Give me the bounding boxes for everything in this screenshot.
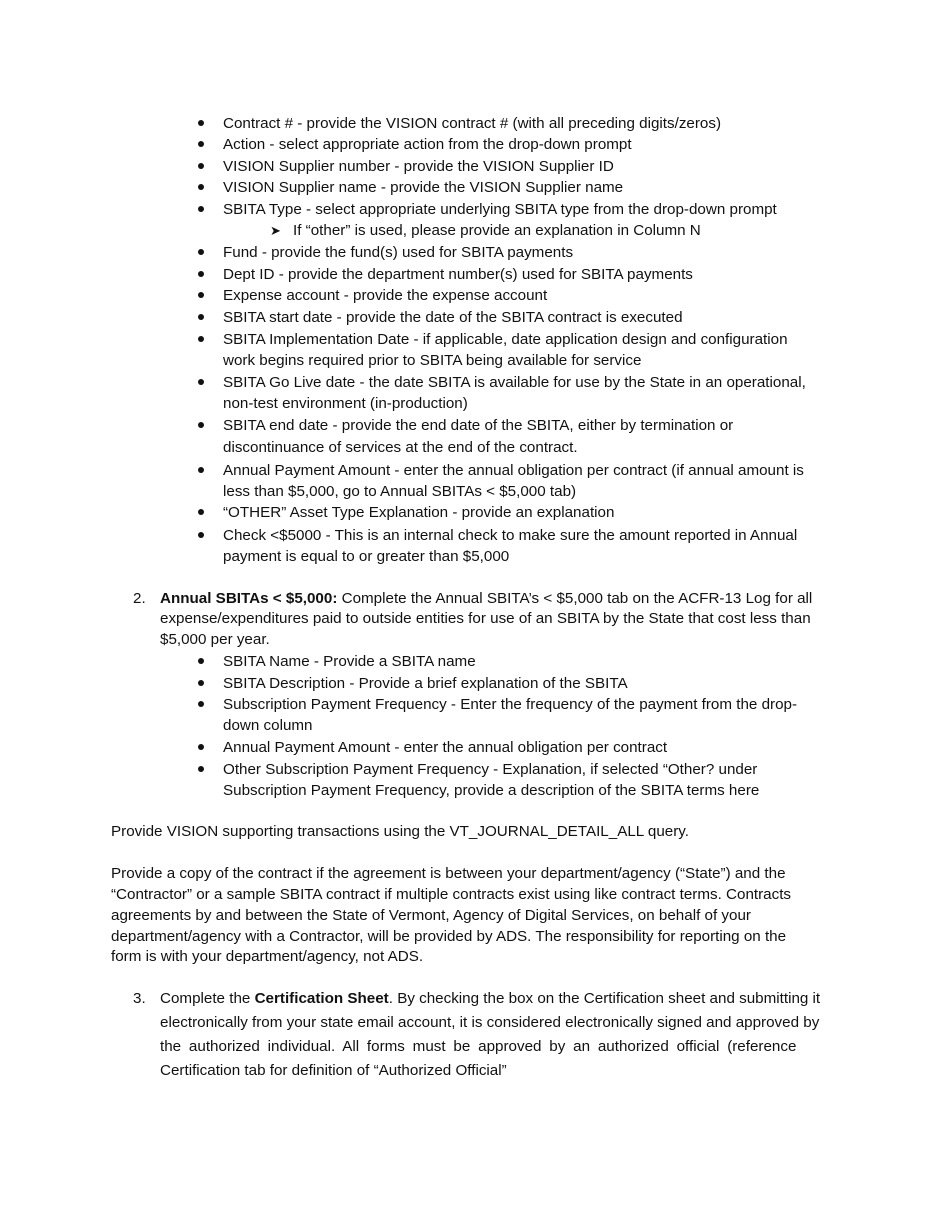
bullet-icon (198, 532, 204, 538)
list-item: Annual Payment Amount - enter the annual obligation per contract (if annual amount is (223, 462, 804, 479)
item-2-line-3: $5,000 per year. (160, 631, 270, 648)
item-3-line-3: the authorized individual. All forms must be approved by an authorized official (reference (160, 1038, 797, 1055)
item-number: 3. (133, 990, 146, 1007)
list-item: SBITA end date - provide the end date of the SBITA, either by termination or (223, 417, 734, 434)
bullet-icon (198, 314, 204, 320)
item-2-heading: Annual SBITAs < $5,000: (160, 590, 338, 607)
sub-list-item: If “other” is used, please provide an explanation in Column N (293, 222, 701, 239)
list-item: SBITA Type - select appropriate underlying SBITA type from the drop-down prompt (223, 201, 777, 218)
list-item: VISION Supplier name - provide the VISION Supplier name (223, 179, 624, 196)
bullet-icon (198, 249, 204, 255)
list-item-continuation: down column (223, 717, 313, 734)
list-item: Contract # - provide the VISION contract # (with all preceding digits/zeros) (223, 115, 722, 132)
bullet-icon (198, 680, 204, 686)
bullet-icon (198, 422, 204, 428)
bullet-icon (198, 701, 204, 707)
item-number: 2. (133, 590, 146, 607)
bullet-icon (198, 271, 204, 277)
list-item: VISION Supplier number - provide the VISION Supplier ID (223, 158, 614, 175)
bullet-icon (198, 658, 204, 664)
list-item: SBITA Description - Provide a brief explanation of the SBITA (223, 675, 628, 692)
list-item: Dept ID - provide the department number(s) used for SBITA payments (223, 266, 693, 283)
bullet-icon (198, 292, 204, 298)
bullet-icon (198, 141, 204, 147)
list-item: SBITA start date - provide the date of the SBITA contract is executed (223, 309, 683, 326)
item-2-line-1 (160, 588, 812, 609)
list-item-continuation: work begins required prior to SBITA being available for service (223, 352, 642, 369)
list-item: SBITA Name - Provide a SBITA name (223, 653, 476, 670)
list-item-continuation: Subscription Payment Frequency, provide a description of the SBITA terms here (223, 782, 760, 799)
list-item: “OTHER” Asset Type Explanation - provide an explanation (223, 504, 615, 521)
list-item-continuation: payment is equal to or greater than $5,000 (223, 548, 510, 565)
bullet-icon (198, 766, 204, 772)
bullet-icon (198, 509, 204, 515)
item-3-text: . By checking the box on the Certification sheet and submitting it (388, 990, 821, 1007)
paragraph-line: “Contractor” or a sample SBITA contract if multiple contracts exist using like contract terms. Contracts (111, 886, 792, 903)
bullet-icon (198, 184, 204, 190)
item-3-line-4: Certification tab for definition of “Authorized Official” (160, 1062, 507, 1079)
paragraph-line: department/agency with a Contractor, will be provided by ADS. The responsibility for reporting on the (111, 928, 787, 945)
paragraph-line: agreements by and between the State of Vermont, Agency of Digital Services, on behalf of your (111, 907, 751, 924)
item-2-line-2: expense/expenditures paid to outside entities for use of an SBITA by the State that cost less than (160, 610, 811, 627)
item-3-line-1 (160, 988, 820, 1009)
list-item-continuation: non-test environment (in-production) (223, 395, 468, 412)
list-item: Check <$5000 - This is an internal check to make sure the amount reported in Annual (223, 527, 798, 544)
bullet-icon (198, 206, 204, 212)
list-item-continuation: discontinuance of services at the end of the contract. (223, 439, 578, 456)
list-item: SBITA Implementation Date - if applicable, date application design and configuration (223, 331, 788, 348)
list-item: Fund - provide the fund(s) used for SBITA payments (223, 244, 574, 261)
list-item: Annual Payment Amount - enter the annual obligation per contract (223, 739, 668, 756)
bullet-icon (198, 163, 204, 169)
bullet-icon (198, 336, 204, 342)
arrow-bullet-icon: ➤ (270, 223, 281, 238)
list-item: Subscription Payment Frequency - Enter the frequency of the payment from the drop- (223, 696, 798, 713)
list-item-continuation: less than $5,000, go to Annual SBITAs < $5,000 tab) (223, 483, 577, 500)
list-item: Action - select appropriate action from the drop-down prompt (223, 136, 632, 153)
list-item: SBITA Go Live date - the date SBITA is available for use by the State in an operational, (223, 374, 806, 391)
list-item: Other Subscription Payment Frequency - Explanation, if selected “Other? under (223, 761, 758, 778)
bullet-icon (198, 744, 204, 750)
item-3-line-2: electronically from your state email account, it is considered electronically signed and approved by (160, 1014, 820, 1031)
paragraph-line: form is with your department/agency, not ADS. (111, 948, 424, 965)
list-item: Expense account - provide the expense account (223, 287, 548, 304)
bullet-icon (198, 379, 204, 385)
paragraph-vision-query: Provide VISION supporting transactions using the VT_JOURNAL_DETAIL_ALL query. (111, 823, 689, 840)
bullet-icon (198, 467, 204, 473)
paragraph-line: Provide a copy of the contract if the agreement is between your department/agency (“State”) and the (111, 865, 786, 882)
item-2-text: Complete the Annual SBITA’s < $5,000 tab on the ACFR-13 Log for all (337, 590, 813, 607)
bullet-icon (198, 120, 204, 126)
item-3-heading: Certification Sheet (254, 990, 389, 1007)
item-3-pre: Complete the (160, 990, 255, 1007)
